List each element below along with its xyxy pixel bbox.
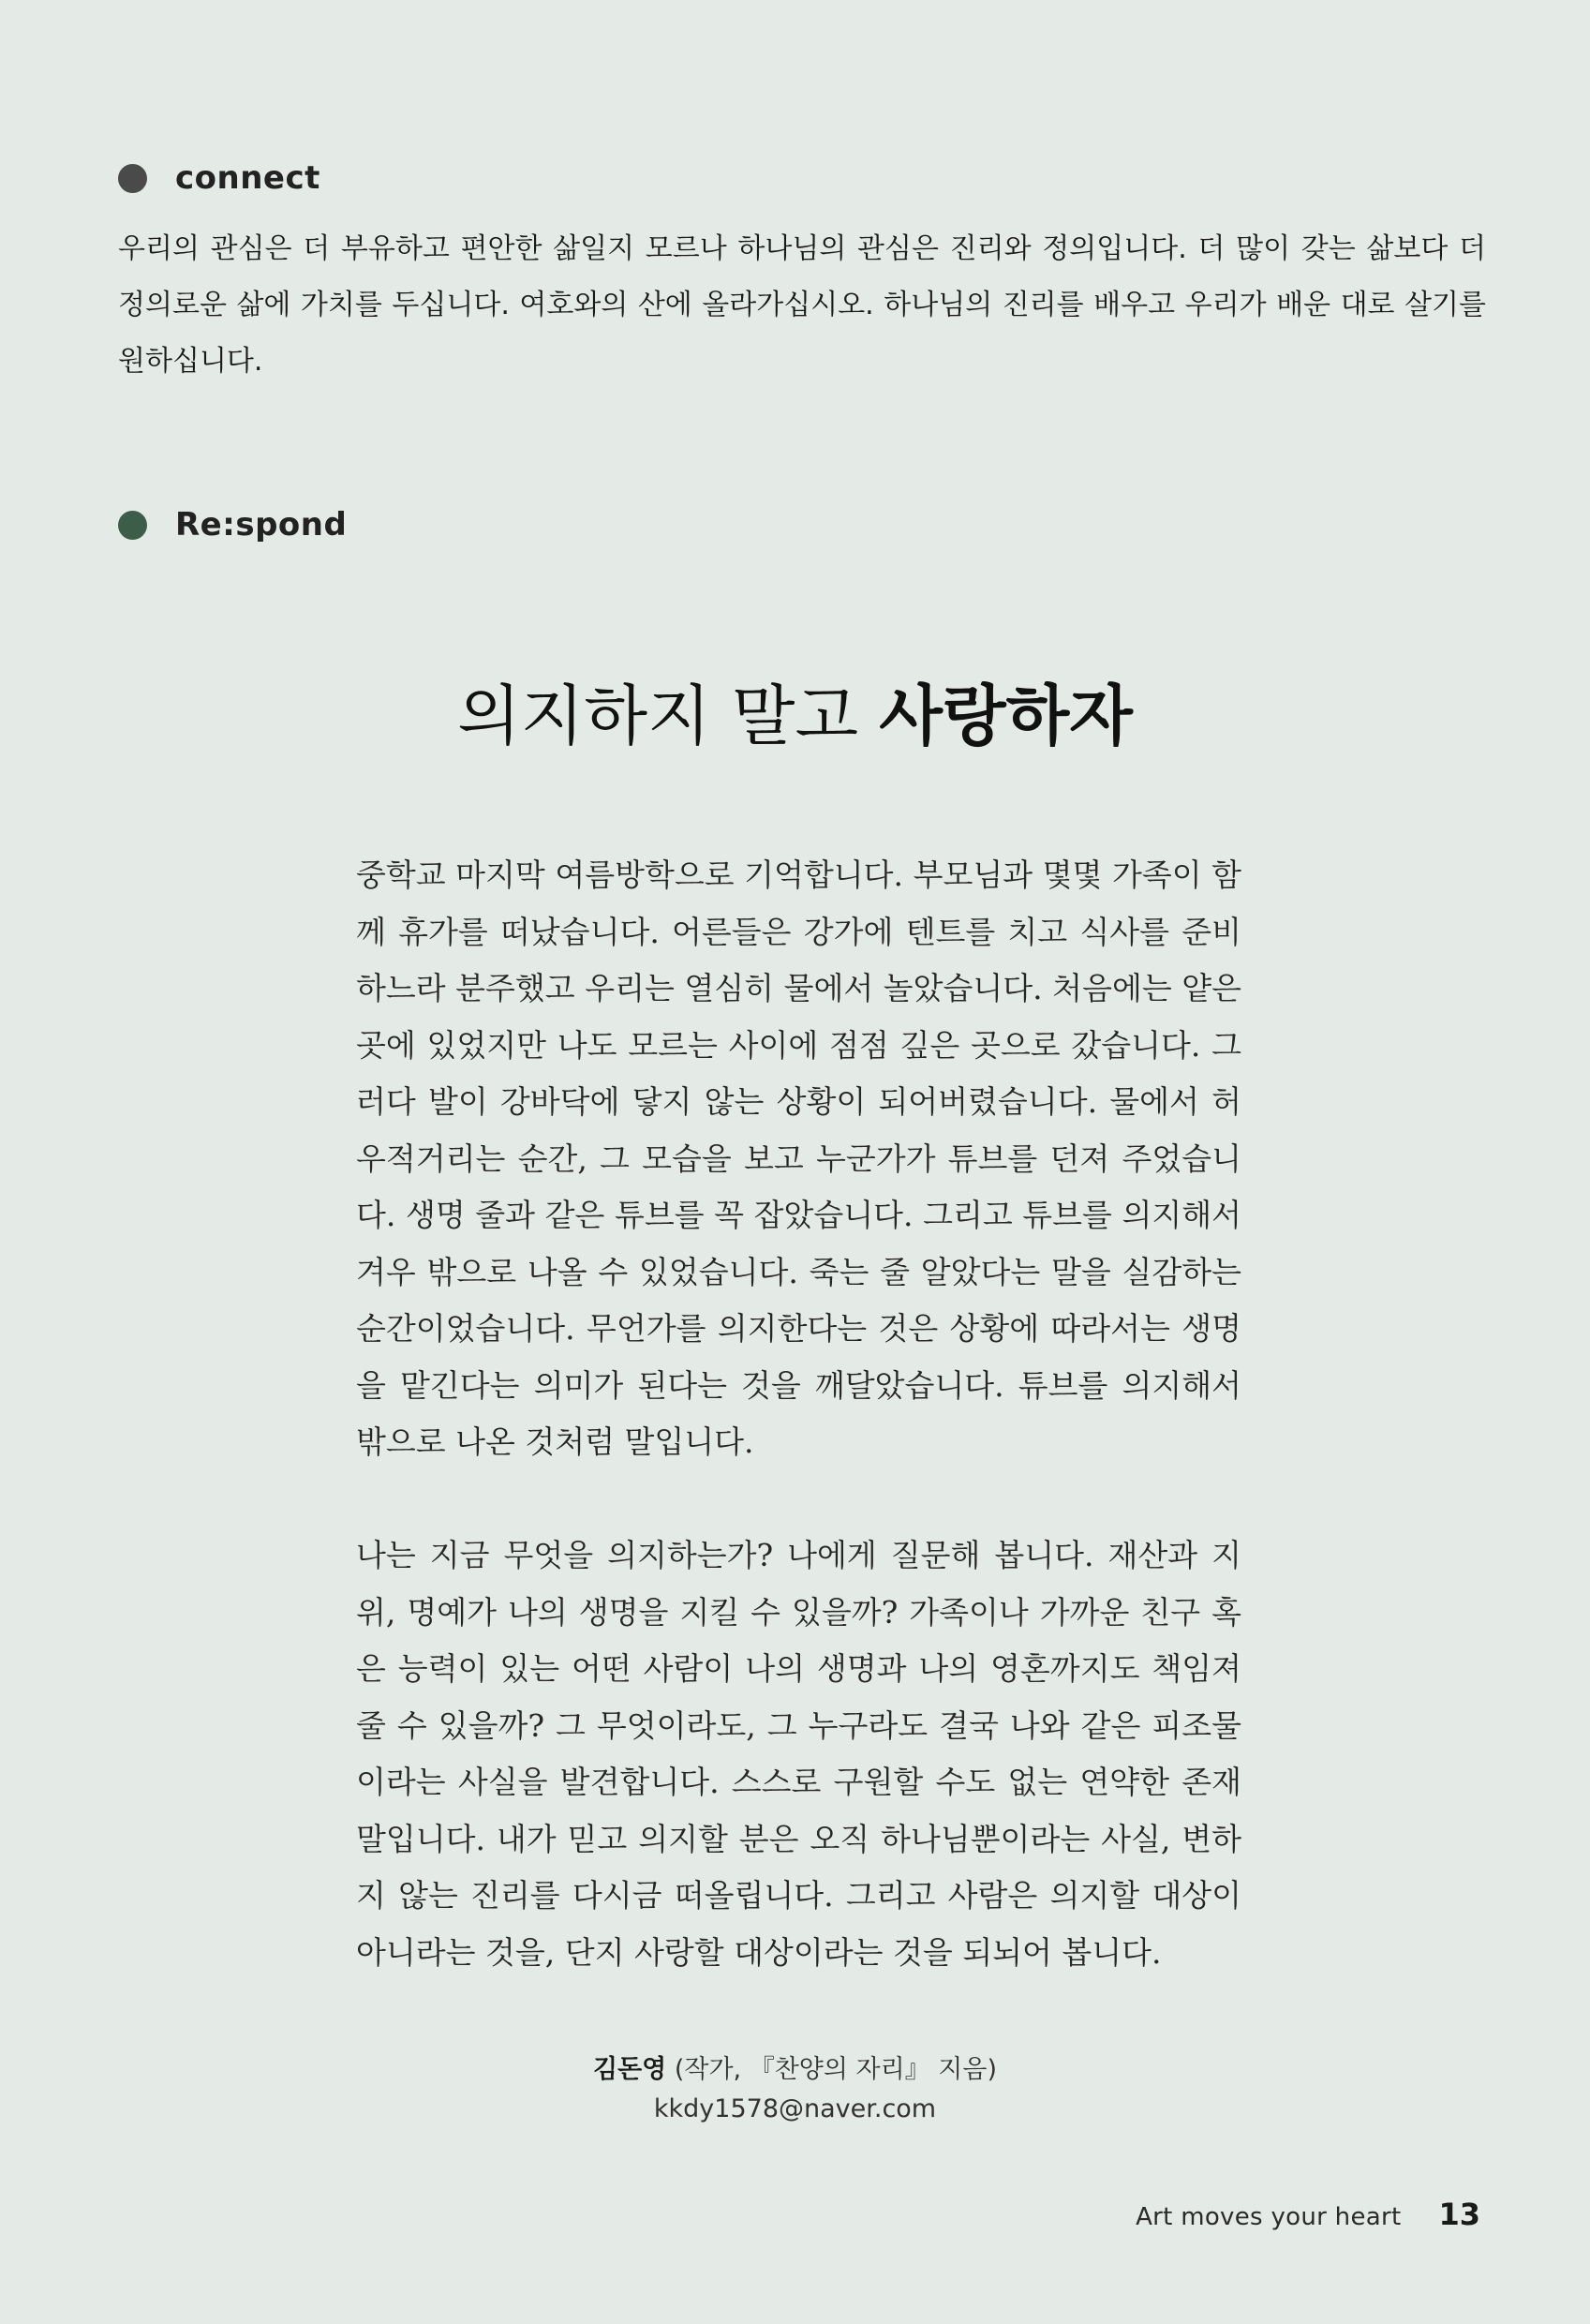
page-number: 13: [1438, 2197, 1480, 2232]
author-credit: [0, 2050, 1590, 2129]
article-title-part1: 의지하지 말고: [457, 678, 880, 754]
article-title-part2: 사랑하자: [879, 677, 1133, 754]
footer-tagline: Art moves your heart: [1136, 2203, 1402, 2231]
author-email: kkdy1578@naver.com: [653, 2094, 937, 2123]
respond-bullet-dot: [118, 511, 147, 540]
author-description: (작가, 『찬양의 자리』 지음): [666, 2055, 997, 2084]
connect-bullet-dot: [118, 164, 147, 193]
connect-section-header: [118, 159, 320, 197]
page-footer: [1136, 2197, 1480, 2232]
respond-section-header: [118, 506, 347, 544]
respond-label: Re:spond: [175, 506, 348, 544]
connect-body-text: 우리의 관심은 더 부유하고 편안한 삶일지 모르나 하나님의 관심은 진리와 정의입니다. 더 많이 갖는 삶보다 더 정의로운 삶에 가치를 두십니다. 여호와의 산에 올라가십시오. 하나님의 진리를 배우고 우리가 배운 대로 살기를 원하십니다.: [118, 232, 1486, 378]
author-line: [0, 2050, 1590, 2090]
article-paragraph-2: 나는 지금 무엇을 의지하는가? 나에게 질문해 봅니다. 재산과 지위, 명예가 나의 생명을 지킬 수 있을까? 가족이나 가까운 친구 혹은 능력이 있는 어떤 사람이 나의 생명과 나의 영혼까지도 책임져 줄 수 있을까? 그 무엇이라도, 그 누구라도 결국 나와 같은 피조물이라는 사실을 발견합니다. 스스로 구원할 수도 없는 연약한 존재 말입니다. 내가 믿고 의지할 분은 오직 하나님뿐이라는 사실, 변하지 않는 진리를 다시금 떠올립니다. 그리고 사람은 의지할 대상이 아니라는 것을, 단지 사랑할 대상이라는 것을 되뇌어 봅니다.: [356, 1537, 1241, 1971]
article-title: [0, 663, 1590, 758]
author-name: 김돈영: [593, 2055, 667, 2084]
article-paragraph-1: 중학교 마지막 여름방학으로 기억합니다. 부모님과 몇몇 가족이 함께 휴가를 떠났습니다. 어른들은 강가에 텐트를 치고 식사를 준비하느라 분주했고 우리는 열심히 물에서 놀았습니다. 처음에는 얕은 곳에 있었지만 나도 모르는 사이에 점점 깊은 곳으로 갔습니다. 그러다 발이 강바닥에 닿지 않는 상황이 되어버렸습니다. 물에서 허우적거리는 순간, 그 모습을 보고 누군가가 튜브를 던져 주었습니다. 생명 줄과 같은 튜브를 꼭 잡았습니다. 그리고 튜브를 의지해서 겨우 밖으로 나올 수 있었습니다. 죽는 줄 알았다는 말을 실감하는 순간이었습니다. 무언가를 의지한다는 것은 상황에 따라서는 생명을 맡긴다는 의미가 된다는 것을 깨달았습니다. 튜브를 의지해서 밖으로 나온 것처럼 말입니다.: [356, 857, 1241, 1460]
connect-label: connect: [175, 159, 320, 197]
